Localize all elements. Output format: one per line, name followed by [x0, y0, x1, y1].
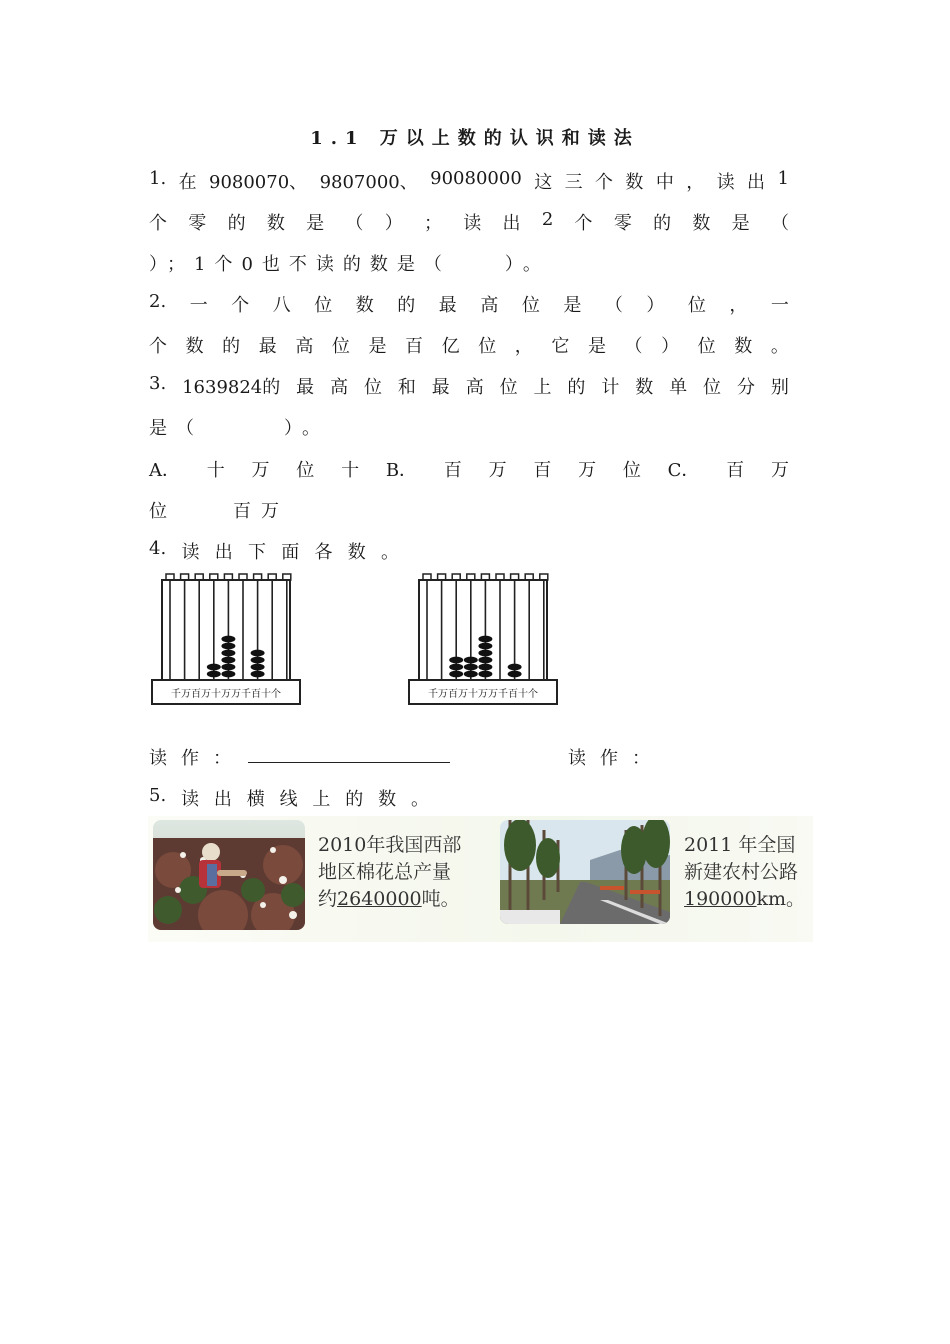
cotton-caption-line2: 地区棉花总产量 — [318, 861, 452, 883]
q2l1-token: 2. — [149, 291, 167, 312]
q3l1-token: 别 — [770, 377, 789, 398]
cotton-output-number: 2640000 — [337, 888, 422, 910]
q1l1-token: ， — [686, 172, 705, 193]
abacus-bead — [478, 657, 492, 664]
q2-line1 — [149, 291, 789, 317]
q1l1-token: 9807000、 — [319, 172, 418, 193]
rural-road-photo — [500, 820, 670, 924]
q4p-token: 出 — [214, 542, 233, 563]
abacus-1-place-labels: 千万百万十万万千百十个 — [171, 689, 281, 700]
abacus-bead — [221, 671, 235, 678]
q4p-token: 。 — [380, 542, 399, 563]
q3l1-token: 高 — [465, 377, 484, 398]
q1l2-token: （ — [345, 213, 364, 234]
answer-line-1[interactable] — [248, 762, 450, 763]
q2l1-token: 一 — [189, 295, 208, 316]
q2l2-token: 位 — [697, 336, 716, 357]
q2l1-token: 八 — [272, 295, 291, 316]
q3o1-token: 万 — [770, 460, 789, 481]
q3l1-token: 的 — [567, 377, 586, 398]
q1l2-token: 个 — [149, 213, 167, 234]
q1l2-token: 的 — [227, 213, 246, 234]
q2l2-token: 百 — [405, 336, 424, 357]
q1l2-token: 数 — [692, 213, 711, 234]
q3-line2: 是（ ）。 — [149, 418, 329, 439]
q3-options-line1 — [149, 456, 789, 482]
q4p-token: 数 — [347, 542, 366, 563]
abacus-2 — [405, 572, 565, 710]
abacus-bead — [251, 671, 265, 678]
q1l2-token: 读 — [463, 213, 482, 234]
q2l2-token: 它 — [551, 336, 570, 357]
q3o1-token: 十 — [206, 460, 225, 481]
q2l2-token: ） — [661, 336, 680, 357]
q3o1-token: 百 — [533, 460, 552, 481]
abacus-bead — [508, 664, 522, 671]
q1l1-token: 数 — [625, 172, 644, 193]
abacus-1 — [148, 572, 308, 710]
abacus-bead — [221, 636, 235, 643]
q1l1-token: 这 — [534, 172, 553, 193]
q3l1-token: 位 — [499, 377, 518, 398]
q2l1-token: （ — [604, 295, 623, 316]
q2l2-token: 最 — [258, 336, 277, 357]
cotton-caption-line3: 约2640000吨。 — [318, 888, 460, 910]
abacus-bead — [221, 650, 235, 657]
q3o1-token: C． — [667, 460, 700, 481]
q3o1-token: B． — [385, 460, 418, 481]
q1l1-token: 中 — [655, 172, 674, 193]
q1l1-token: 9080070、 — [209, 172, 308, 193]
q3l1-token: 数 — [635, 377, 654, 398]
q3l1-token: 位 — [703, 377, 722, 398]
q2l1-token: 位 — [314, 295, 333, 316]
q3-line1 — [149, 373, 789, 399]
q2l2-token: 位 — [331, 336, 350, 357]
q4-prompt — [149, 538, 399, 564]
q3o1-token: A． — [149, 460, 180, 481]
q3l1-token: 高 — [330, 377, 349, 398]
q3l1-token: 1639824的 — [182, 377, 281, 398]
q3l1-token: 和 — [397, 377, 416, 398]
q1l1-token: 在 — [178, 172, 197, 193]
q3l1-token: 单 — [669, 377, 688, 398]
q3l1-token: 上 — [533, 377, 552, 398]
q1l2-token: （ — [770, 213, 789, 234]
q1l2-token: ） — [384, 213, 403, 234]
q4p-token: 各 — [314, 542, 333, 563]
q1l1-token: 三 — [564, 172, 583, 193]
q1l2-token: 的 — [653, 213, 672, 234]
abacus-bead — [449, 671, 463, 678]
q2l1-token: 是 — [563, 295, 582, 316]
q2l2-token: 数 — [185, 336, 204, 357]
q3o1-token: 位 — [622, 460, 641, 481]
q1l1-token: 90080000 — [430, 168, 522, 189]
q3l1-token: 最 — [431, 377, 450, 398]
q1l1-token: 1. — [149, 168, 167, 189]
q1-line2 — [149, 209, 789, 235]
q3o1-token: 百 — [443, 460, 462, 481]
q3l1-token: 分 — [736, 377, 755, 398]
q2l1-token: 位 — [521, 295, 540, 316]
abacus-bead — [449, 657, 463, 664]
q1l2-token: 2 — [541, 209, 554, 230]
q4p-token: 面 — [281, 542, 300, 563]
abacus-1-beads — [207, 636, 265, 678]
q2l1-token: ， — [729, 295, 748, 316]
abacus-bead — [207, 664, 221, 671]
q5p-token: 读 — [181, 789, 200, 810]
q2l1-token: ） — [646, 295, 665, 316]
abacus-2-place-labels: 千万百万十万万千百十个 — [428, 689, 538, 700]
abacus-bead — [464, 664, 478, 671]
q3l1-token: 最 — [296, 377, 315, 398]
road-caption-line3: 190000km。 — [684, 888, 806, 910]
page-title: 1.1 万以上数的认识和读法 — [310, 128, 640, 149]
q1l2-token: ； — [423, 213, 442, 234]
abacus-bead — [464, 671, 478, 678]
q2l1-token: 最 — [438, 295, 457, 316]
q4p-token: 下 — [247, 542, 266, 563]
q1-line3: ）；1个0也不读的数是（ ）。 — [149, 254, 550, 275]
q1-line1 — [149, 168, 789, 194]
q2l1-token: 一 — [770, 295, 789, 316]
q1l1-token: 读 — [716, 172, 735, 193]
q1l1-token: 出 — [747, 172, 766, 193]
q5p-token: 的 — [345, 789, 364, 810]
q3o1-token: 万 — [488, 460, 507, 481]
road-caption — [684, 832, 805, 913]
road-caption-line1: 2011 年全国 — [684, 834, 796, 856]
abacus-bead — [508, 671, 522, 678]
cotton-field-photo — [153, 820, 305, 930]
abacus-bead — [478, 643, 492, 650]
abacus-bead — [251, 657, 265, 664]
q2l2-token: 亿 — [441, 336, 460, 357]
q1l2-token: 是 — [731, 213, 750, 234]
q2l2-token: 是 — [587, 336, 606, 357]
abacus-bead — [251, 650, 265, 657]
abacus-bead — [478, 636, 492, 643]
q1l1-token: 个 — [595, 172, 613, 193]
q2l2-token: 。 — [770, 336, 789, 357]
q3l1-token: 计 — [601, 377, 620, 398]
q1l2-token: 数 — [266, 213, 285, 234]
q3o1-token: 十 — [341, 460, 360, 481]
q1l2-token: 是 — [306, 213, 325, 234]
q2l2-token: 是 — [368, 336, 387, 357]
q3o1-token: 万 — [578, 460, 597, 481]
q2l1-token: 高 — [480, 295, 499, 316]
abacus-bead — [478, 650, 492, 657]
abacus-bead — [221, 657, 235, 664]
cotton-caption-line1: 2010年我国西部 — [318, 834, 462, 856]
abacus-bead — [478, 671, 492, 678]
q1l1-token: 1 — [777, 168, 789, 189]
abacus-bead — [207, 671, 221, 678]
q4p-token: 4. — [149, 538, 167, 559]
abacus-bead — [221, 643, 235, 650]
q5p-token: 横 — [246, 789, 265, 810]
q4p-token: 读 — [181, 542, 200, 563]
q2l1-token: 数 — [355, 295, 374, 316]
q2l1-token: 个 — [231, 295, 250, 316]
q5p-token: 出 — [213, 789, 232, 810]
read-as-label-1: 读作： — [149, 748, 245, 769]
q3o1-token: 位 — [296, 460, 315, 481]
abacus-bead — [251, 664, 265, 671]
q2-line2 — [149, 332, 789, 358]
q2l2-token: ， — [514, 336, 533, 357]
q2l2-token: 高 — [295, 336, 314, 357]
cotton-caption — [318, 832, 461, 913]
q5-prompt — [149, 785, 429, 811]
q2l2-token: 的 — [222, 336, 241, 357]
q1l2-token: 个 — [574, 213, 593, 234]
q3l1-token: 位 — [363, 377, 382, 398]
q3o1-token: 万 — [251, 460, 270, 481]
read-as-label-2: 读作： — [568, 748, 664, 769]
q3o1-token: 百 — [726, 460, 745, 481]
q5p-token: 线 — [279, 789, 298, 810]
q2l2-token: 个 — [149, 336, 167, 357]
q5p-token: 数 — [378, 789, 397, 810]
q1l2-token: 零 — [613, 213, 632, 234]
q5p-token: 上 — [312, 789, 331, 810]
q2l2-token: 数 — [734, 336, 753, 357]
road-caption-line2: 新建农村公路 — [684, 861, 799, 883]
road-length-number: 190000 — [684, 888, 757, 910]
abacus-bead — [221, 664, 235, 671]
q2l1-token: 位 — [687, 295, 706, 316]
q5p-token: 5. — [149, 785, 167, 806]
q2l2-token: （ — [624, 336, 643, 357]
q2l2-token: 位 — [478, 336, 497, 357]
q3-options-line2: 位 百万 — [149, 501, 289, 522]
q2l1-token: 的 — [397, 295, 416, 316]
abacus-bead — [464, 657, 478, 664]
q1l2-token: 出 — [502, 213, 521, 234]
q5p-token: 。 — [410, 789, 429, 810]
abacus-bead — [449, 664, 463, 671]
abacus-bead — [478, 664, 492, 671]
q1l2-token: 零 — [188, 213, 207, 234]
q3l1-token: 3. — [149, 373, 167, 394]
